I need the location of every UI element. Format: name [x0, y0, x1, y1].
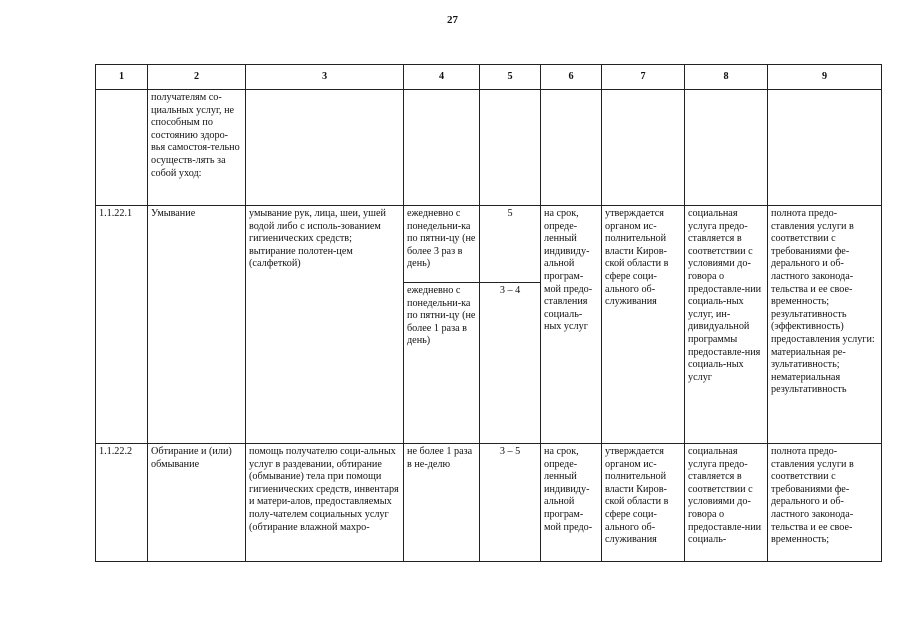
- column-header: 8: [685, 65, 768, 90]
- service-conditions: социальная услуга предо-ставляется в соответствии с условиями до-говора о предоставле-нии социаль-: [685, 444, 768, 562]
- table-row: [96, 206, 882, 444]
- service-name: Умывание: [148, 206, 246, 444]
- table-row: [96, 444, 882, 562]
- column-header: 4: [404, 65, 480, 90]
- column-header: 9: [768, 65, 882, 90]
- page-number: 27: [447, 14, 458, 26]
- service-term: на срок, опреде-ленный индивиду-альной програм-мой предо-: [541, 444, 602, 562]
- frequency-cell: [404, 206, 480, 444]
- service-number: 1.1.22.2: [96, 444, 148, 562]
- column-header: 1: [96, 65, 148, 90]
- header-row: [96, 65, 882, 90]
- service-indicators: полнота предо-ставления услуги в соответствии с требованиями фе-дерального и об-ластного законода-тельства и ее свое-временность;: [768, 444, 882, 562]
- continuation-row: [96, 90, 882, 206]
- column-header: 7: [602, 65, 685, 90]
- time-cell: [480, 206, 541, 444]
- column-header: 2: [148, 65, 246, 90]
- frequency-b: ежедневно с понедельни-ка по пятни-цу (не более 1 раза в день): [407, 285, 476, 347]
- frequency-a: ежедневно с понедельни-ка по пятни-цу (не более 3 раз в день): [404, 206, 479, 283]
- column-header: 3: [246, 65, 404, 90]
- service-indicators: полнота предо-ставления услуги в соответствии с требованиями фе-дерального и об-ластного законода-тельства и ее свое-временность; результативность (эффективность) предоставления услуги: материальная ре-зультативность; нематериальная результативность: [768, 206, 882, 444]
- column-header: 6: [541, 65, 602, 90]
- column-header: 5: [480, 65, 541, 90]
- service-name: Обтирание и (или) обмывание: [148, 444, 246, 562]
- service-frequency: не более 1 раза в не-делю: [404, 444, 480, 562]
- service-term: на срок, опреде-ленный индивиду-альной програм-мой предо-ставления социаль-ных услуг: [541, 206, 602, 444]
- service-number: 1.1.22.1: [96, 206, 148, 444]
- service-content: умывание рук, лица, шеи, ушей водой либо с исполь-зованием гигиенических средств; вытирание полотен-цем (салфеткой): [246, 206, 404, 444]
- time-a: 5: [480, 206, 540, 283]
- time-b: 3 – 4: [499, 285, 521, 296]
- service-time: 3 – 5: [480, 444, 541, 562]
- service-content: помощь получателю соци-альных услуг в раздевании, обтирание (обмывание) тела при помощи гигиенических средств, инвентаря и матери-алов, предоставляемых полу-чателем социальных услуг (обтирание влажной махро-: [246, 444, 404, 562]
- service-conditions: социальная услуга предо-ставляется в соответствии с условиями до-говора о предоставле-нии социаль-ных услуг, ин-дивидуальной программы предоставле-ния социаль-ных услуг: [685, 206, 768, 444]
- continuation-text: получателям со-циальных услуг, не способным по состоянию здоро-вья самостоя-тельно осуществ-лять за собой уход:: [148, 90, 246, 206]
- services-table: [95, 64, 882, 562]
- service-approval: утверждается органом ис-полнительной власти Киров-ской области в сфере соци-ального об-служивания: [602, 444, 685, 562]
- service-approval: утверждается органом ис-полнительной власти Киров-ской области в сфере соци-ального об-служивания: [602, 206, 685, 444]
